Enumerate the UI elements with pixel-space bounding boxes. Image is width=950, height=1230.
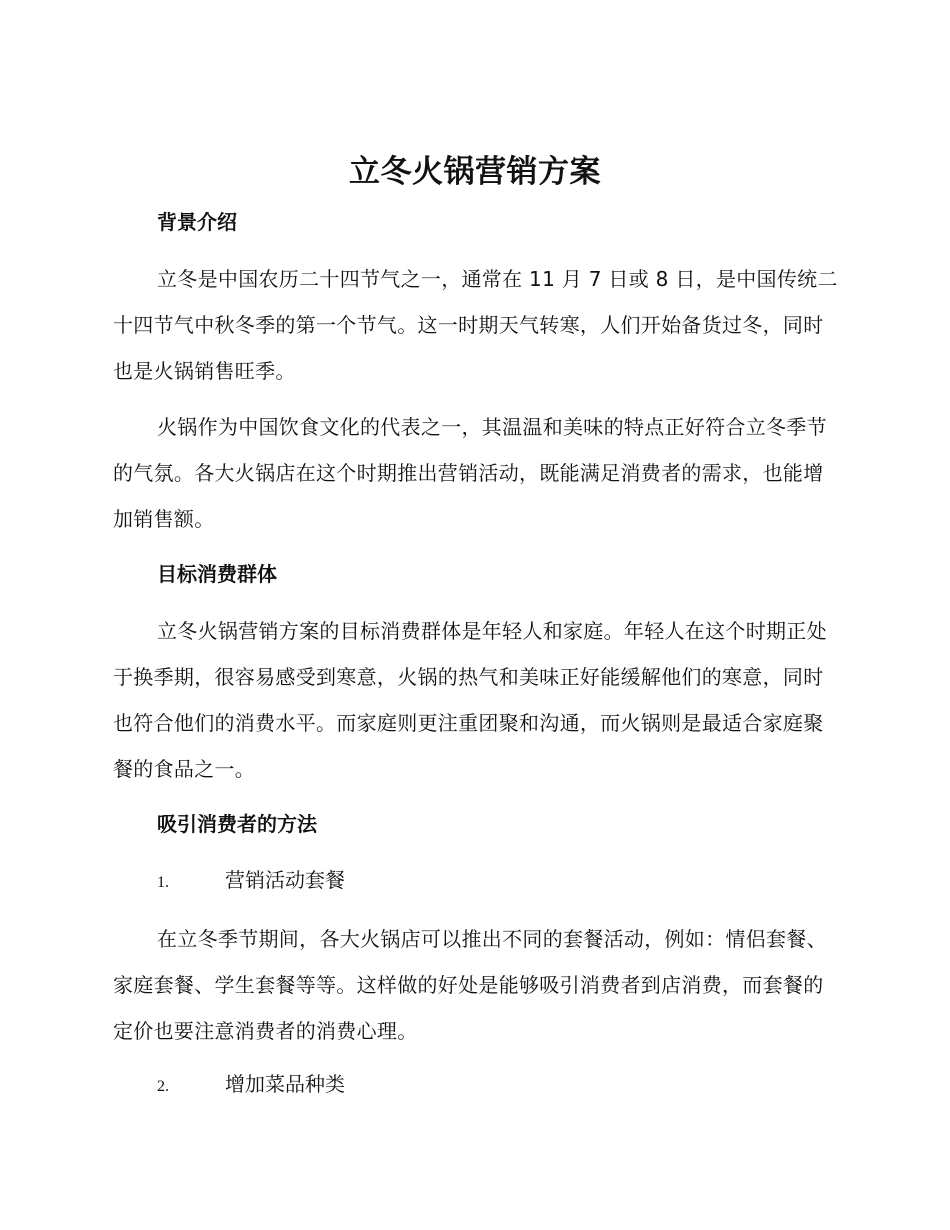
paragraph-background-1: 立冬是中国农历二十四节气之一，通常在 11 月 7 日或 8 日，是中国传统二十四节气中秋冬季的第一个节气。这一时期天气转寒，人们开始备货过冬，同时也是火锅销售旺季。 xyxy=(113,267,838,383)
list-item-label: 营销活动套餐 xyxy=(225,868,345,892)
list-item-2 xyxy=(157,1070,757,1101)
list-number: 1. xyxy=(157,874,169,891)
list-number: 2. xyxy=(157,1078,169,1095)
section-heading-background: 背景介绍 xyxy=(157,210,237,234)
section-heading-target-audience: 目标消费群体 xyxy=(157,562,277,586)
list-item-1 xyxy=(157,866,757,897)
paragraph-background-2: 火锅作为中国饮食文化的代表之一，其温温和美味的特点正好符合立冬季节的气氛。各大火锅店在这个时期推出营销活动，既能满足消费者的需求，也能增加销售额。 xyxy=(113,415,827,531)
document-title: 立冬火锅营销方案 xyxy=(349,154,601,190)
list-item-label: 增加菜品种类 xyxy=(225,1072,345,1096)
paragraph-marketing-package: 在立冬季节期间，各大火锅店可以推出不同的套餐活动，例如：情侣套餐、家庭套餐、学生套餐等等。这样做的好处是能够吸引消费者到店消费，而套餐的定价也要注意消费者的消费心理。 xyxy=(113,927,827,1043)
section-heading-methods: 吸引消费者的方法 xyxy=(157,812,317,836)
paragraph-target-audience: 立冬火锅营销方案的目标消费群体是年轻人和家庭。年轻人在这个时期正处于换季期，很容易感受到寒意，火锅的热气和美味正好能缓解他们的寒意，同时也符合他们的消费水平。而家庭则更注重团聚和沟通，而火锅则是最适合家庭聚餐的食品之一。 xyxy=(113,619,827,781)
